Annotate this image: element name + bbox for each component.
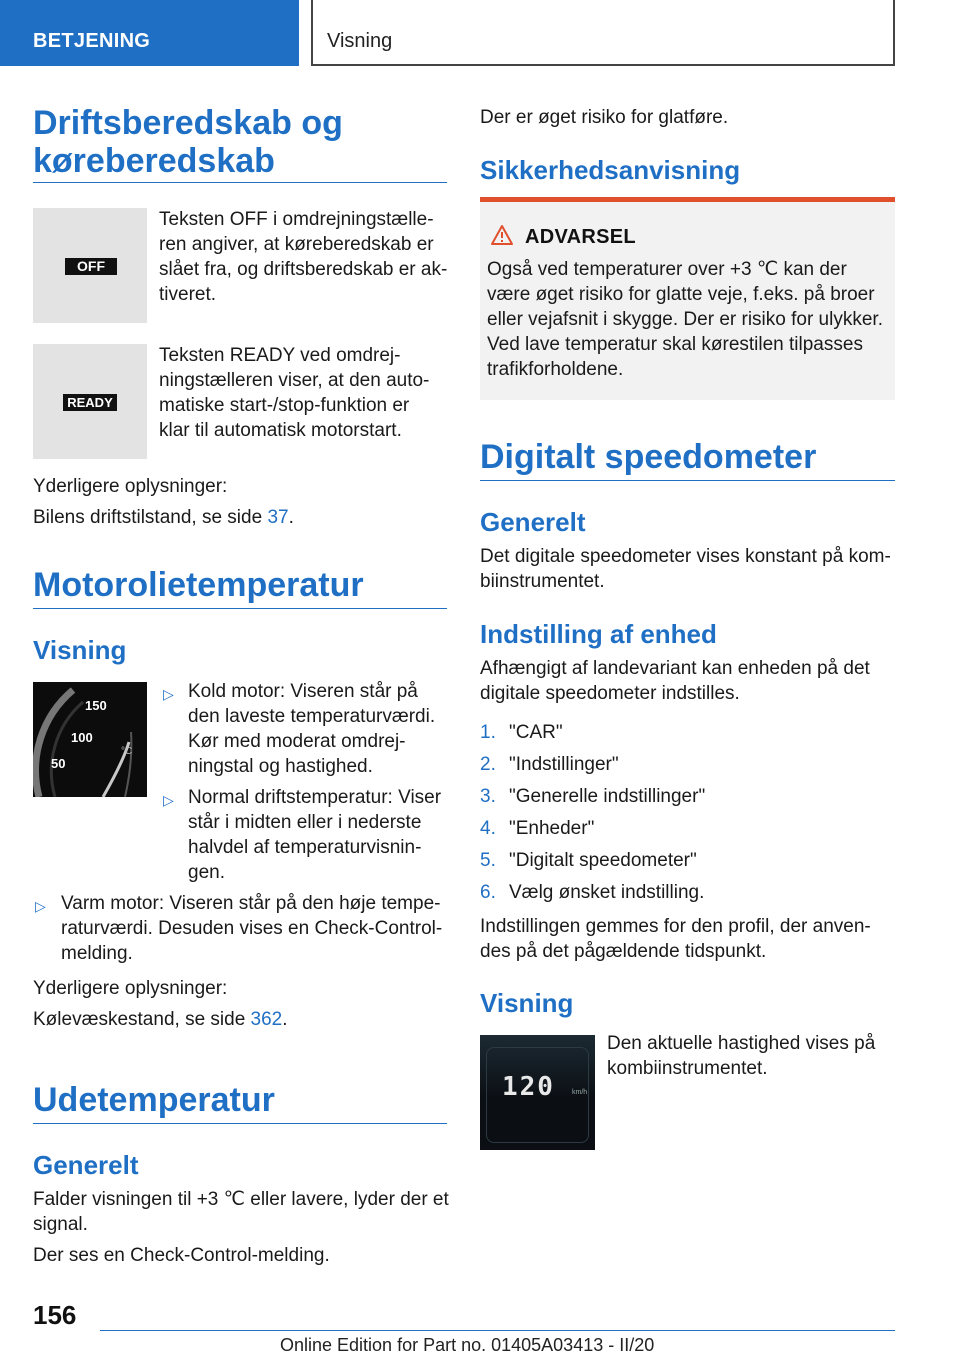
subheading-generelt: Generelt bbox=[33, 1150, 139, 1180]
text-line: Indstillingen gemmes for den profil, der anven‐ bbox=[480, 916, 871, 937]
subheading-visning: Visning bbox=[33, 635, 127, 665]
text-line: Normal driftstemperatur: Viser bbox=[188, 787, 442, 808]
text-line: halvdel af temperaturvisnin‐ bbox=[188, 837, 422, 858]
text-line: digitale speedometer indstilles. bbox=[480, 683, 740, 704]
step-number: 1. bbox=[480, 722, 496, 743]
bullet-triangle-icon: ▷ bbox=[163, 792, 174, 808]
text-line: være øget risiko for glatte veje, f.eks. på broer bbox=[487, 284, 875, 305]
heading-driftsberedskab bbox=[33, 104, 343, 180]
text-line: gen. bbox=[188, 862, 225, 883]
text-line: Teksten READY ved omdrej‐ bbox=[159, 345, 401, 366]
text-line: Kold motor: Viseren står på bbox=[188, 681, 418, 702]
step-number: 6. bbox=[480, 882, 496, 903]
warning-box bbox=[480, 197, 895, 400]
more-info-label: Yderligere oplysninger: bbox=[33, 476, 228, 497]
step-number: 2. bbox=[480, 754, 496, 775]
reference-operating-state bbox=[33, 505, 294, 530]
step-text: "Digitalt speedometer" bbox=[509, 850, 697, 871]
heading-line-2: køreberedskab bbox=[33, 142, 275, 180]
text-line: Teksten OFF i omdrejningstælle‐ bbox=[159, 209, 434, 230]
page-number: 156 bbox=[33, 1300, 77, 1330]
step-number: 5. bbox=[480, 850, 496, 871]
ready-indicator-image bbox=[33, 344, 147, 459]
heading-digital-speedometer: Digitalt speedometer bbox=[480, 438, 817, 476]
gauge-label-150: 150 bbox=[85, 698, 107, 713]
text-line: klar til automatisk motorstart. bbox=[159, 420, 402, 441]
text-line: Afhængigt af landevariant kan enheden på det bbox=[480, 658, 870, 679]
warning-title: ADVARSEL bbox=[525, 226, 636, 248]
text-line: melding. bbox=[61, 943, 133, 964]
off-label: OFF bbox=[65, 258, 117, 275]
text-line: slået fra, og driftsberedskab er ak‐ bbox=[159, 259, 448, 280]
step-text: "Enheder" bbox=[509, 818, 595, 839]
bullet-triangle-icon: ▷ bbox=[163, 686, 174, 702]
heading-safety: Sikkerhedsanvisning bbox=[480, 155, 741, 185]
step-number: 3. bbox=[480, 786, 496, 807]
section-title: BETJENING bbox=[33, 30, 151, 52]
check-control-text: Der ses en Check-Control-melding. bbox=[33, 1245, 330, 1266]
bullet-cold-motor bbox=[188, 679, 435, 779]
text-line: raturværdi. Desuden vises en Check-Control- bbox=[61, 918, 443, 939]
reference-text: Bilens driftstilstand, se side bbox=[33, 507, 268, 528]
setting-saved-text bbox=[480, 914, 871, 964]
gauge-label-100: 100 bbox=[71, 730, 93, 745]
text-line: signal. bbox=[33, 1214, 88, 1235]
oil-gauge-image bbox=[33, 682, 147, 797]
outside-temp-text bbox=[33, 1187, 449, 1237]
period: . bbox=[282, 1009, 288, 1030]
bullet-normal-temperature bbox=[188, 785, 441, 885]
ready-label: READY bbox=[63, 394, 117, 411]
subheading-generelt: Generelt bbox=[480, 507, 586, 537]
ready-description bbox=[159, 343, 429, 443]
heading-rule bbox=[33, 608, 447, 609]
text-line: står i midten eller i nederste bbox=[188, 812, 422, 833]
page-header-title: Visning bbox=[327, 30, 393, 52]
more-info-label: Yderligere oplysninger: bbox=[33, 978, 228, 999]
warning-triangle-icon bbox=[490, 224, 514, 246]
page-link-37[interactable]: 37 bbox=[267, 507, 289, 528]
subheading-unit-setting: Indstilling af enhed bbox=[480, 619, 717, 649]
heading-oil-temperature: Motorolietemperatur bbox=[33, 566, 364, 604]
subheading-visning: Visning bbox=[480, 988, 574, 1018]
period: . bbox=[288, 507, 294, 528]
text-line: ren angiver, at køreberedskab er bbox=[159, 234, 434, 255]
text-line: Varm motor: Viseren står på den høje tempe‐ bbox=[61, 893, 441, 914]
text-line: Det digitale speedometer vises konstant på kom‐ bbox=[480, 546, 891, 567]
text-line: trafikforholdene. bbox=[487, 359, 624, 380]
section-tab bbox=[0, 0, 299, 66]
heading-rule bbox=[480, 480, 895, 481]
page-tab bbox=[311, 0, 895, 66]
warning-text bbox=[487, 257, 887, 382]
bullet-hot-motor bbox=[61, 891, 442, 966]
edition-footer: Online Edition for Part no. 01405A03413 - II/20 bbox=[280, 1335, 655, 1355]
text-line: matiske start-/stop-funktion er bbox=[159, 395, 410, 416]
off-description bbox=[159, 207, 447, 307]
gauge-unit: °C bbox=[121, 746, 133, 757]
gauge-label-50: 50 bbox=[51, 756, 66, 771]
text-line: tiveret. bbox=[159, 284, 217, 305]
text-line: eller vejafsnit i skygge. Der er risiko for ulykker. bbox=[487, 309, 883, 330]
text-line: Kør med moderat omdrej‐ bbox=[188, 731, 406, 752]
speedometer-image bbox=[480, 1035, 595, 1150]
step-number: 4. bbox=[480, 818, 496, 839]
reference-coolant bbox=[33, 1007, 288, 1032]
text-line: Ved lave temperatur skal kørestilen tilpasses bbox=[487, 334, 863, 355]
text-line: biinstrumentet. bbox=[480, 571, 605, 592]
footer-rule bbox=[100, 1330, 895, 1331]
text-line: kombiinstrumentet. bbox=[607, 1058, 768, 1079]
speedometer-general-text bbox=[480, 544, 891, 594]
step-text: "Generelle indstillinger" bbox=[509, 786, 706, 807]
text-line: Den aktuelle hastighed vises på bbox=[607, 1033, 876, 1054]
step-text: Vælg ønsket indstilling. bbox=[509, 882, 705, 903]
text-line: ningstal og hastighed. bbox=[188, 756, 373, 777]
reference-text: Kølevæskestand, se side bbox=[33, 1009, 251, 1030]
off-indicator-image bbox=[33, 208, 147, 323]
text-line: den laveste temperaturværdi. bbox=[188, 706, 436, 727]
text-line: Falder visningen til +3 ℃ eller lavere, lyder der et bbox=[33, 1189, 449, 1210]
heading-outside-temperature: Udetemperatur bbox=[33, 1081, 275, 1119]
speed-value: 120 bbox=[502, 1072, 555, 1102]
speed-unit: km/h bbox=[572, 1089, 588, 1096]
step-text: "Indstillinger" bbox=[509, 754, 619, 775]
bullet-triangle-icon: ▷ bbox=[35, 898, 46, 914]
page-link-362[interactable]: 362 bbox=[250, 1009, 283, 1030]
text-line: ningstælleren viser, at den auto‐ bbox=[159, 370, 430, 391]
heading-rule bbox=[33, 1123, 447, 1124]
unit-setting-text bbox=[480, 656, 870, 706]
step-text: "CAR" bbox=[509, 722, 563, 743]
speed-view-text bbox=[607, 1031, 875, 1081]
text-line: Også ved temperaturer over +3 ℃ kan der bbox=[487, 259, 847, 280]
heading-line-1: Driftsberedskab og bbox=[33, 104, 343, 142]
slippery-risk-text: Der er øget risiko for glatføre. bbox=[480, 107, 729, 128]
heading-rule bbox=[33, 182, 447, 183]
text-line: des på det pågældende tidspunkt. bbox=[480, 941, 767, 962]
